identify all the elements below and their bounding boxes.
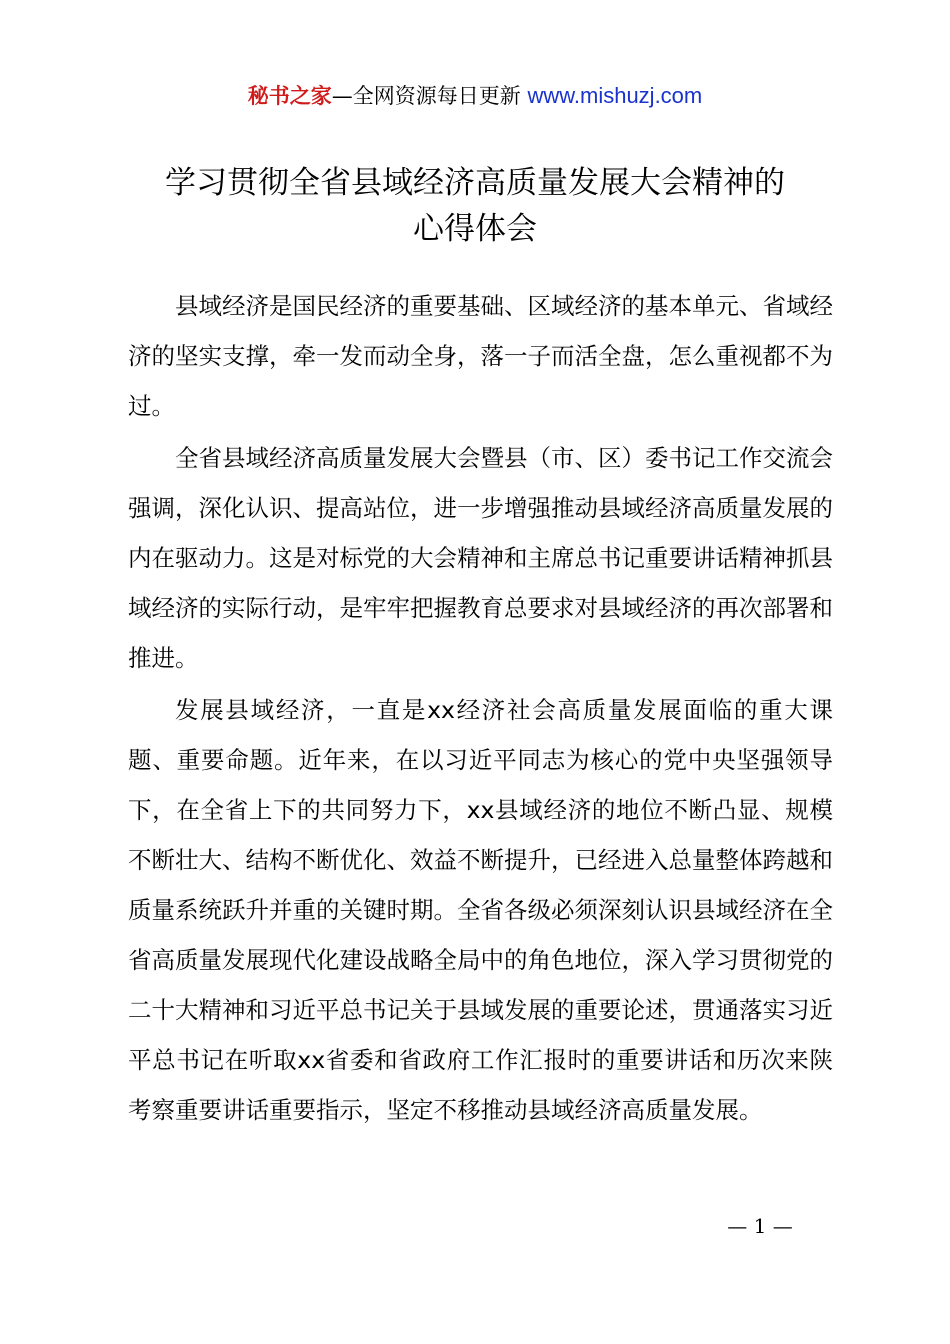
document-body: [128, 281, 833, 1137]
header-url[interactable]: www.mishuzj.com: [527, 83, 703, 108]
document-title: [110, 160, 840, 252]
paragraph: 发展县域经济，一直是xx经济社会高质量发展面临的重大课题、重要命题。近年来，在以习近平同志为核心的党中央坚强领导下，在全省上下的共同努力下，xx县域经济的地位不断凸显、规模不断壮大、结构不断优化、效益不断提升，已经进入总量整体跨越和质量系统跃升并重的关键时期。全省各级必须深刻认识县域经济在全省高质量发展现代化建设战略全局中的角色地位，深入学习贯彻党的二十大精神和习近平总书记关于县域发展的重要论述，贯通落实习近平总书记在听取xx省委和省政府工作汇报时的重要讲话和历次来陕考察重要讲话重要指示，坚定不移推动县域经济高质量发展。: [128, 696, 833, 1124]
paragraph: 县域经济是国民经济的重要基础、区域经济的基本单元、省域经济的坚实支撑，牵一发而动全身，落一子而活全盘，怎么重视都不为过。: [128, 292, 833, 420]
title-line-1: 学习贯彻全省县域经济高质量发展大会精神的: [165, 165, 785, 201]
page-number: — 1 —: [727, 1214, 793, 1238]
title-line-2: 心得体会: [413, 211, 537, 247]
header-brand: 秘书之家: [247, 84, 332, 108]
watermark-header: [0, 80, 950, 112]
paragraph: 全省县域经济高质量发展大会暨县（市、区）委书记工作交流会强调，深化认识、提高站位，进一步增强推动县域经济高质量发展的内在驱动力。这是对标党的大会精神和主席总书记重要讲话精神抓县域经济的实际行动，是牢牢把握教育总要求对县域经济的再次部署和推进。: [128, 444, 833, 672]
header-tagline: —全网资源每日更新: [331, 84, 521, 108]
